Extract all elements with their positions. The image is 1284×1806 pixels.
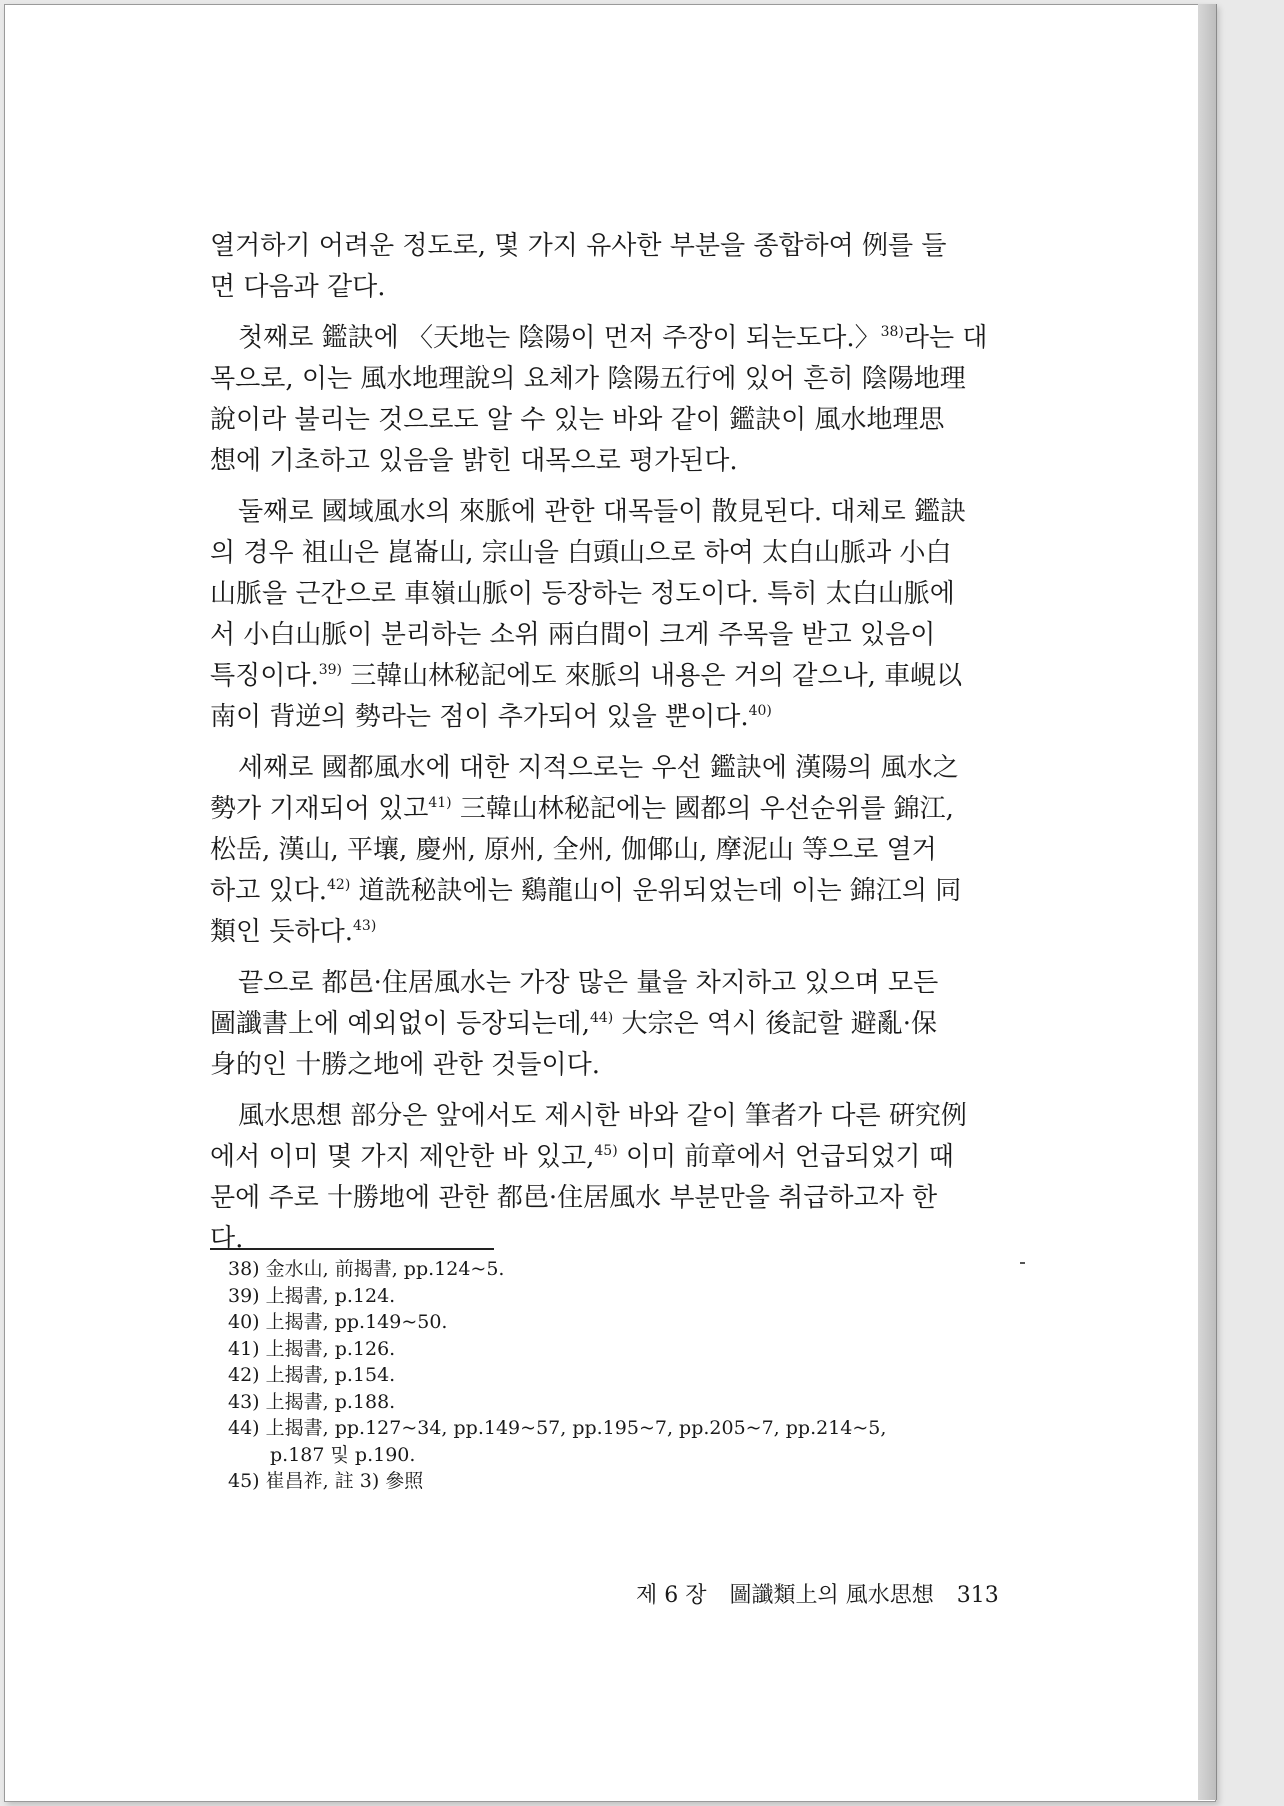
footnote-ref: 38): [880, 324, 904, 340]
text-line: [210, 318, 1040, 359]
footnote-ref: 45): [594, 1143, 618, 1159]
chapter-label: 제 6 장: [636, 1583, 707, 1608]
text-line: 山脈을 근간으로 車嶺山脈이 등장하는 정도이다. 특히 太白山脈에: [210, 579, 955, 609]
text-span: 類인 듯하다.: [210, 917, 353, 947]
text-span: 첫째로 鑑訣에 〈天地는 陰陽이 먼저 주장이 되는도다.〉: [238, 323, 881, 353]
footnote-divider: [210, 1248, 494, 1250]
text-span: 勢가 기재되어 있고: [210, 794, 429, 824]
text-span: 이미 前章에서 언급되었기 때: [617, 1142, 954, 1172]
text-line: [210, 1004, 1040, 1045]
paragraph-2: [210, 318, 1040, 482]
text-line: 목으로, 이는 風水地理說의 요체가 陰陽五行에 있어 흔히 陰陽地理: [210, 364, 966, 394]
footnote-ref: 40): [748, 703, 772, 719]
paragraph-4: [210, 748, 1040, 953]
text-line: 松岳, 漢山, 平壤, 慶州, 原州, 全州, 伽倻山, 摩泥山 等으로 열거: [210, 835, 937, 865]
text-line: [210, 656, 1040, 697]
text-line: 說이라 불리는 것으로도 알 수 있는 바와 같이 鑑訣이 風水地理思: [210, 405, 945, 435]
footnote-ref: 43): [353, 918, 377, 934]
text-line: 서 小白山脈이 분리하는 소위 兩白間이 크게 주목을 받고 있음이: [210, 620, 936, 650]
footnote-42: 42) 上揭書, p.154.: [228, 1364, 396, 1386]
text-line: 의 경우 祖山은 崑崙山, 宗山을 白頭山으로 하여 太白山脈과 小白: [210, 538, 952, 568]
footnote-44: 44) 上揭書, pp.127~34, pp.149~57, pp.195~7, pp.205~7, pp.214~5,: [228, 1417, 887, 1439]
footnote-ref: 42): [327, 877, 351, 893]
body-text: [210, 226, 1040, 1270]
page-edge: [1198, 4, 1217, 1800]
text-line: 風水思想 部分은 앞에서도 제시한 바와 같이 筆者가 다른 硏究例: [238, 1101, 967, 1131]
text-span: 라는 대: [903, 323, 988, 353]
footnote-45: 45) 崔昌祚, 註 3) 參照: [228, 1470, 424, 1492]
footnote-ref: 41): [428, 795, 452, 811]
paragraph-1: [210, 226, 1040, 308]
text-line: 둘째로 國域風水의 來脈에 관한 대목들이 散見된다. 대체로 鑑訣: [238, 497, 966, 527]
footnote-38: 38) 金水山, 前揭書, pp.124~5.: [228, 1258, 505, 1280]
text-span: 道詵秘訣에는 鷄龍山이 운위되었는데 이는 錦江의 同: [350, 876, 962, 906]
text-span: 하고 있다.: [210, 876, 327, 906]
text-span: 에서 이미 몇 가지 제안한 바 있고,: [210, 1142, 595, 1172]
footnote-40: 40) 上揭書, pp.149~50.: [228, 1311, 448, 1333]
page-number: 313: [956, 1583, 999, 1608]
footnote-ref: 39): [318, 662, 343, 678]
text-line: 열거하기 어려운 정도로, 몇 가지 유사한 부분을 종합하여 例를 들: [210, 231, 947, 261]
footnote-39: 39) 上揭書, p.124.: [228, 1284, 396, 1307]
text-span: 南이 背逆의 勢라는 점이 추가되어 있을 뿐이다.: [210, 702, 749, 732]
text-span: 大宗은 역시 後記할 避亂·保: [613, 1009, 938, 1039]
paragraph-5: [210, 963, 1040, 1086]
text-line: 想에 기초하고 있음을 밝힌 대목으로 평가된다.: [210, 446, 738, 476]
text-line: [210, 871, 1040, 912]
text-line: 문에 주로 十勝地에 관한 都邑·住居風水 부분만을 취급하고자 한: [210, 1183, 938, 1213]
text-line: 끝으로 都邑·住居風水는 가장 많은 量을 차지하고 있으며 모든: [238, 968, 939, 998]
text-line: 세째로 國都風水에 대한 지적으로는 우선 鑑訣에 漢陽의 風水之: [238, 753, 959, 783]
text-line: [210, 697, 1040, 738]
footnotes: [228, 1256, 1048, 1495]
footnote-41: 41) 上揭書, p.126.: [228, 1337, 396, 1360]
footnote-44-continued: p.187 및 p.190.: [270, 1443, 416, 1466]
paragraph-3: [210, 492, 1040, 738]
footnote-ref: 44): [589, 1010, 614, 1026]
text-line: [210, 912, 1040, 953]
text-span: 특징이다.: [210, 661, 319, 691]
footnote-43: 43) 上揭書, p.188.: [228, 1390, 396, 1413]
paragraph-6: [210, 1096, 1040, 1260]
text-span: 圖讖書上에 예외없이 등장되는데,: [210, 1009, 590, 1039]
text-line: 다.: [210, 1224, 244, 1254]
text-line: [210, 789, 1040, 830]
running-footer: [636, 1578, 1015, 1609]
text-line: 면 다음과 같다.: [210, 272, 386, 302]
text-span: 三韓山林秘記에는 國都의 우선순위를 錦江,: [451, 794, 954, 824]
text-line: [210, 1137, 1040, 1178]
chapter-title: 圖讖類上의 風水思想: [729, 1583, 934, 1608]
text-span: 三韓山林秘記에도 來脈의 내용은 거의 같으나, 車峴以: [342, 661, 963, 691]
text-line: 身的인 十勝之地에 관한 것들이다.: [210, 1050, 600, 1080]
